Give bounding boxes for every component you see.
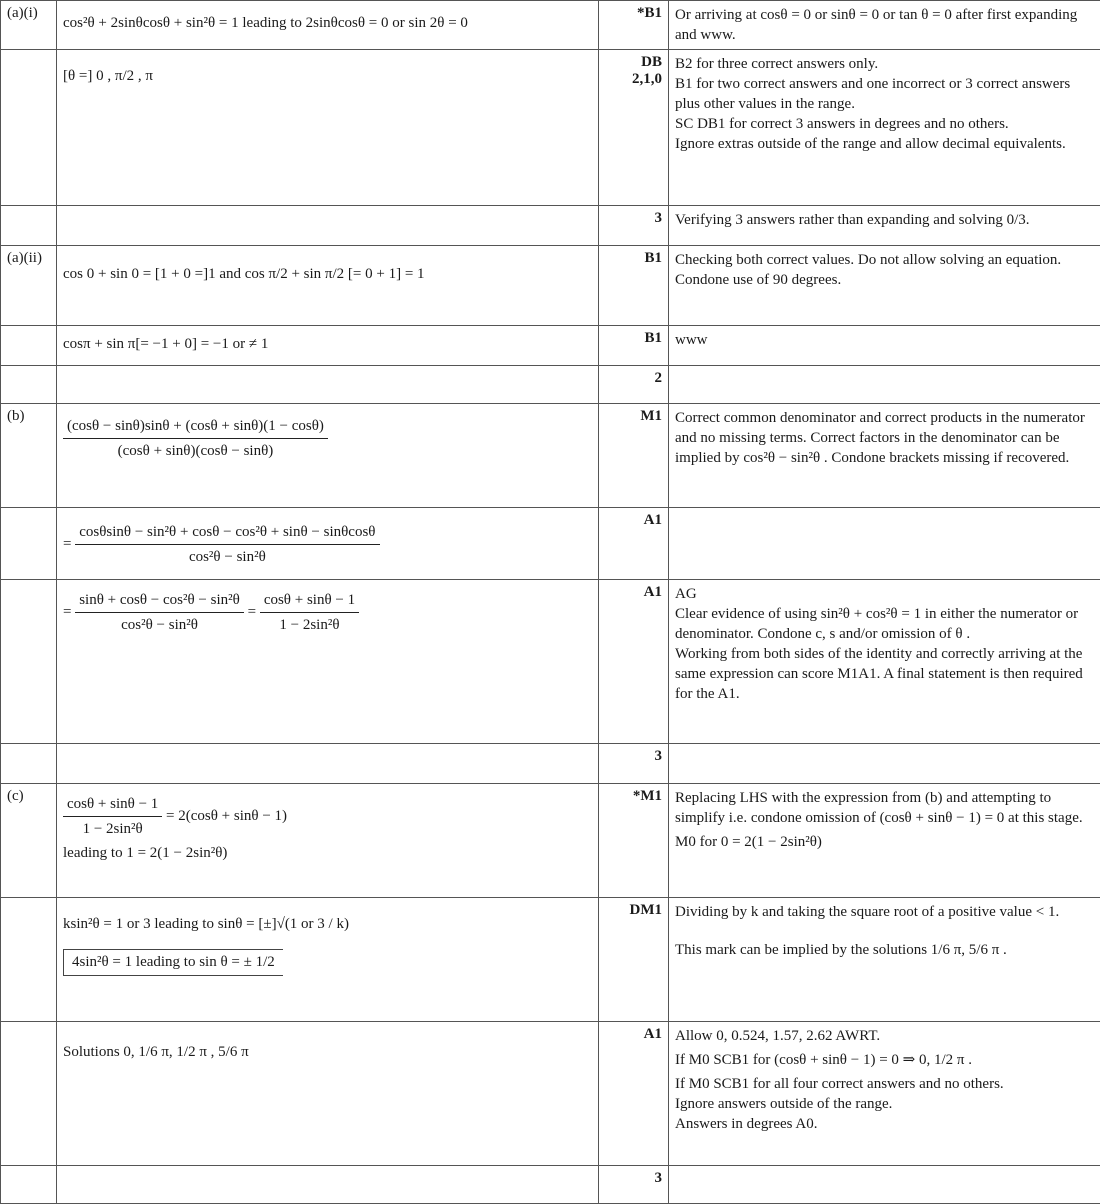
mark-total: 2 xyxy=(599,366,669,404)
working-cell xyxy=(57,246,599,326)
guidance-cell xyxy=(669,898,1100,1022)
guidance-text: Checking both correct values. Do not allow solving an equation. xyxy=(675,250,1094,270)
guidance-text: Clear evidence of using sin²θ + cos²θ = 1 in either the numerator or denominator. Condone c, s and/or omission of θ . xyxy=(675,604,1094,644)
working-cell xyxy=(57,744,599,784)
table-row xyxy=(1,50,1100,206)
equals-sign: = xyxy=(63,536,71,552)
mark-cell: A1 xyxy=(599,1022,669,1166)
guidance-cell xyxy=(669,50,1100,206)
working-cell xyxy=(57,1022,599,1166)
guidance-cell xyxy=(669,246,1100,326)
boxed-alternative: 4sin²θ = 1 leading to sin θ = ± 1/2 xyxy=(63,949,283,976)
working-cell xyxy=(57,404,599,508)
denominator: cos²θ − sin²θ xyxy=(185,545,270,567)
numerator: (cosθ − sinθ)sinθ + (cosθ + sinθ)(1 − cosθ) xyxy=(63,416,328,439)
working-text: Solutions 0, 1/6 π, 1/2 π , 5/6 π xyxy=(63,1044,249,1060)
numerator: cosθ + sinθ − 1 xyxy=(260,590,359,613)
working-text: cos²θ + 2sinθcosθ + sin²θ = 1 leading to 2sinθcosθ = 0 or sin 2θ = 0 xyxy=(63,15,468,31)
table-row xyxy=(1,1,1100,50)
table-row xyxy=(1,1166,1100,1204)
table-row xyxy=(1,366,1100,404)
working-cell xyxy=(57,1166,599,1204)
fraction xyxy=(260,590,359,635)
guidance-text: Answers in degrees A0. xyxy=(675,1114,1094,1134)
mark-cell: A1 xyxy=(599,580,669,744)
numerator: sinθ + cosθ − cos²θ − sin²θ xyxy=(75,590,244,613)
guidance-text: Replacing LHS with the expression from (b) and attempting to simplify i.e. condone omission of (cosθ + sinθ − 1) = 0 at this stage. xyxy=(675,788,1094,828)
table-row xyxy=(1,246,1100,326)
working-text: ksin²θ = 1 or 3 leading to sinθ = [±]√(1 or 3 / k) xyxy=(63,916,592,933)
guidance-text: Condone use of 90 degrees. xyxy=(675,270,1094,290)
working-text: cosπ + sin π[= −1 + 0] = −1 or ≠ 1 xyxy=(63,336,268,352)
working-text: [θ =] 0 , π/2 , π xyxy=(63,68,153,84)
table-row xyxy=(1,784,1100,898)
guidance-cell xyxy=(669,366,1100,404)
question-number: (a)(i) xyxy=(1,1,57,50)
mark-cell: *M1 xyxy=(599,784,669,898)
guidance-text: If M0 SCB1 for all four correct answers and no others. xyxy=(675,1074,1094,1094)
fraction xyxy=(63,416,328,461)
numerator: cosθsinθ − sin²θ + cosθ − cos²θ + sinθ − sinθcosθ xyxy=(75,522,379,545)
mark-total: 3 xyxy=(599,206,669,246)
guidance-text: www xyxy=(675,330,1094,350)
guidance-text: M0 for 0 = 2(1 − 2sin²θ) xyxy=(675,832,1094,852)
working-cell xyxy=(57,784,599,898)
table-row xyxy=(1,404,1100,508)
question-number xyxy=(1,1166,57,1204)
guidance-cell xyxy=(669,1022,1100,1166)
working-text: cos 0 + sin 0 = [1 + 0 =]1 and cos π/2 + sin π/2 [= 0 + 1] = 1 xyxy=(63,266,425,282)
fraction xyxy=(75,522,379,567)
guidance-text: Or arriving at cosθ = 0 or sinθ = 0 or tan θ = 0 after first expanding and www. xyxy=(675,5,1094,45)
guidance-cell xyxy=(669,744,1100,784)
table-row xyxy=(1,744,1100,784)
mark-cell: B1 xyxy=(599,326,669,366)
equals-sign: = xyxy=(63,604,71,620)
question-number xyxy=(1,206,57,246)
guidance-text: If M0 SCB1 for (cosθ + sinθ − 1) = 0 ⇒ 0, 1/2 π . xyxy=(675,1050,1094,1070)
table-row xyxy=(1,1022,1100,1166)
denominator: (cosθ + sinθ)(cosθ − sinθ) xyxy=(114,439,278,461)
working-cell xyxy=(57,898,599,1022)
mark-cell: M1 xyxy=(599,404,669,508)
working-cell xyxy=(57,580,599,744)
guidance-cell xyxy=(669,326,1100,366)
working-cell xyxy=(57,326,599,366)
guidance-text: Allow 0, 0.524, 1.57, 2.62 AWRT. xyxy=(675,1026,1094,1046)
mark-cell: *B1 xyxy=(599,1,669,50)
question-number xyxy=(1,326,57,366)
question-number: (c) xyxy=(1,784,57,898)
working-cell xyxy=(57,1,599,50)
equals-sign: = xyxy=(248,604,256,620)
guidance-text: Correct common denominator and correct products in the numerator and no missing terms. Correct factors in the denominator can be implied by cos²θ − sin²θ . Condone brackets missing if recovered. xyxy=(675,408,1094,468)
working-cell xyxy=(57,508,599,580)
table-row xyxy=(1,898,1100,1022)
working-text: leading to 1 = 2(1 − 2sin²θ) xyxy=(63,845,592,862)
guidance-cell xyxy=(669,206,1100,246)
guidance-text: This mark can be implied by the solutions 1/6 π, 5/6 π . xyxy=(675,940,1094,960)
question-number xyxy=(1,50,57,206)
guidance-text: B1 for two correct answers and one incorrect or 3 correct answers plus other values in the range. xyxy=(675,74,1094,114)
working-cell xyxy=(57,206,599,246)
guidance-cell xyxy=(669,404,1100,508)
table-row xyxy=(1,508,1100,580)
guidance-cell xyxy=(669,508,1100,580)
question-number xyxy=(1,1022,57,1166)
question-number xyxy=(1,898,57,1022)
guidance-text: AG xyxy=(675,584,1094,604)
guidance-cell xyxy=(669,580,1100,744)
denominator: cos²θ − sin²θ xyxy=(117,613,202,635)
working-text: = 2(cosθ + sinθ − 1) xyxy=(166,808,287,824)
question-number xyxy=(1,366,57,404)
guidance-cell xyxy=(669,1,1100,50)
mark-cell: DB 2,1,0 xyxy=(599,50,669,206)
numerator: cosθ + sinθ − 1 xyxy=(63,794,162,817)
mark-cell: A1 xyxy=(599,508,669,580)
table-row xyxy=(1,326,1100,366)
guidance-text: SC DB1 for correct 3 answers in degrees and no others. xyxy=(675,114,1094,134)
guidance-text: B2 for three correct answers only. xyxy=(675,54,1094,74)
guidance-cell xyxy=(669,1166,1100,1204)
guidance-text: Dividing by k and taking the square root of a positive value < 1. xyxy=(675,902,1094,922)
denominator: 1 − 2sin²θ xyxy=(275,613,343,635)
table-row xyxy=(1,206,1100,246)
question-number: (b) xyxy=(1,404,57,508)
mark-cell: B1 xyxy=(599,246,669,326)
working-cell xyxy=(57,50,599,206)
question-number xyxy=(1,744,57,784)
question-number: (a)(ii) xyxy=(1,246,57,326)
guidance-text: Ignore answers outside of the range. xyxy=(675,1094,1094,1114)
table-row xyxy=(1,580,1100,744)
guidance-text: Verifying 3 answers rather than expanding and solving 0/3. xyxy=(675,210,1094,230)
question-number xyxy=(1,580,57,744)
mark-total: 3 xyxy=(599,744,669,784)
denominator: 1 − 2sin²θ xyxy=(79,817,147,839)
mark-cell: DM1 xyxy=(599,898,669,1022)
mark-total: 3 xyxy=(599,1166,669,1204)
working-cell xyxy=(57,366,599,404)
fraction xyxy=(63,794,162,839)
guidance-text: Working from both sides of the identity and correctly arriving at the same expression can score M1A1. A final statement is then required for the A1. xyxy=(675,644,1094,704)
question-number xyxy=(1,508,57,580)
guidance-text: Ignore extras outside of the range and allow decimal equivalents. xyxy=(675,134,1094,154)
guidance-cell xyxy=(669,784,1100,898)
fraction xyxy=(75,590,244,635)
